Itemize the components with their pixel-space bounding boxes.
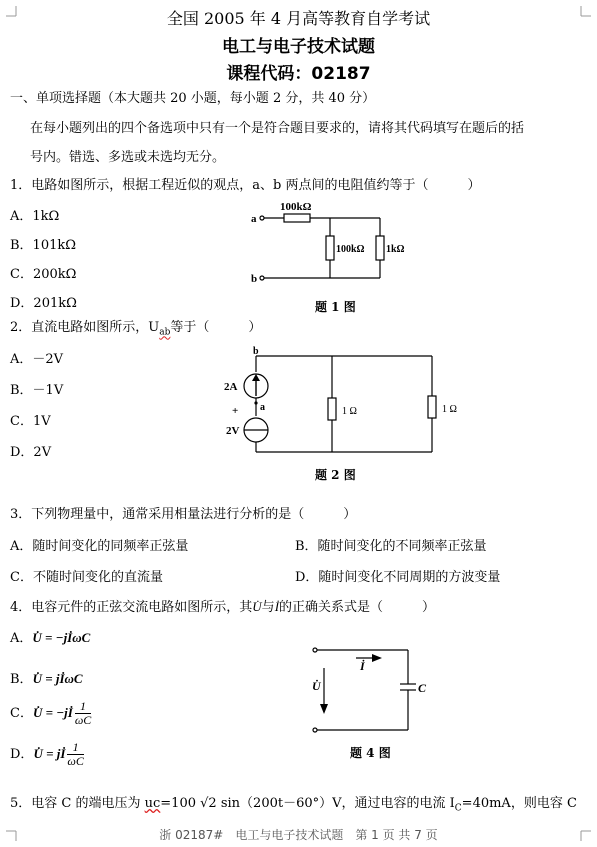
q4-option-c-fraction: $\frac{1}{\omega C}$ [74,699,92,727]
q4-option-a: A．U̇ = −jİωC [10,630,91,646]
section-instruction-cont: 号内。错选、多选或未选均无分。 [30,150,226,165]
q4-capacitor-label: C [418,681,427,695]
q1-figure-caption: 题 1 图 [315,300,356,314]
q2-circuit-diagram [222,344,462,462]
q2-option-c: C．1V [10,414,51,429]
q1-r-series-label: 100kΩ [280,201,312,213]
section-heading: 一、单项选择题（本大题共 20 小题，每小题 2 分，共 40 分） [10,91,376,106]
subject-title: 电工与电子技术试题 [222,37,375,57]
q3-option-c: C．不随时间变化的直流量 [10,570,163,585]
q1-r-mid-label: 100kΩ [336,244,365,255]
q2-voltage-source-label: 2V [226,425,240,437]
q2-r1-label: 1 Ω [342,406,357,417]
q2-r2-label: 1 Ω [442,404,457,415]
q2-label-a: a [260,402,265,413]
question-1-stem: 1．电路如图所示，根据工程近似的观点，a、b 两点间的电阻值约等于（ ） [10,178,481,193]
q1-option-a: A．1kΩ [10,209,60,224]
q2-option-d: D．2V [10,445,52,460]
q1-circuit-diagram [250,198,405,288]
q4-voltage-label: U̇ [312,679,321,693]
section-instruction: 在每小题列出的四个备选项中只有一个是符合题目要求的，请将其代码填写在题后的括 [30,121,525,136]
exam-title: 全国 2005 年 4 月高等教育自学考试 [166,9,431,28]
q2-plus-sign: + [232,405,239,417]
q1-option-d: D．201kΩ [10,296,77,311]
q4-option-c: C．U̇ = −jİ $\frac{1}{\omega C}$ [10,699,92,727]
q1-label-b: b [251,273,258,285]
q4-option-d-fraction: $\frac{1}{\omega C}$ [67,740,84,768]
q4-circuit-diagram [300,640,440,740]
question-4-stem: 4．电容元件的正弦交流电路如图所示，其U̇与İ的正确关系式是（ ） [10,599,436,615]
course-code: 课程代码：02187 [226,64,371,84]
q3-option-b: B．随时间变化的不同频率正弦量 [295,539,487,554]
q1-label-a: a [251,213,257,225]
q4-option-d: D．U̇ = jİ $\frac{1}{\omega C}$ [10,740,84,768]
q3-option-a: A．随时间变化的同频率正弦量 [10,539,189,554]
question-5-stem: 5．电容 C 的端电压为 uc=100 √2 sin（200t－60°）V，通过电容的电流 $I_C=40mA$，则电容 C [10,796,577,814]
q2-label-b: b [253,346,259,357]
question-3-stem: 3．下列物理量中，通常采用相量法进行分析的是（ ） [10,507,357,522]
q1-r-right-label: 1kΩ [386,244,405,255]
q2-figure-caption: 题 2 图 [315,468,356,482]
q4-current-label: İ [360,659,365,673]
page-footer: 浙 02187# 电工与电子技术试题 第 1 页 共 7 页 [159,828,438,842]
q1-option-c: C．200kΩ [10,267,77,282]
q2-current-source-label: 2A [224,381,238,393]
q1-option-b: B．101kΩ [10,238,77,253]
q4-option-b: B．U̇ = jİωC [10,671,83,687]
q2-option-b: B．－1V [10,383,64,398]
q3-option-d: D．随时间变化不同周期的方波变量 [295,570,501,585]
question-2-stem: 2．直流电路如图所示，$U_{ab}$等于（ ） [10,320,262,338]
q2-option-a: A．－2V [10,352,64,367]
q4-figure-caption: 题 4 图 [350,746,391,760]
